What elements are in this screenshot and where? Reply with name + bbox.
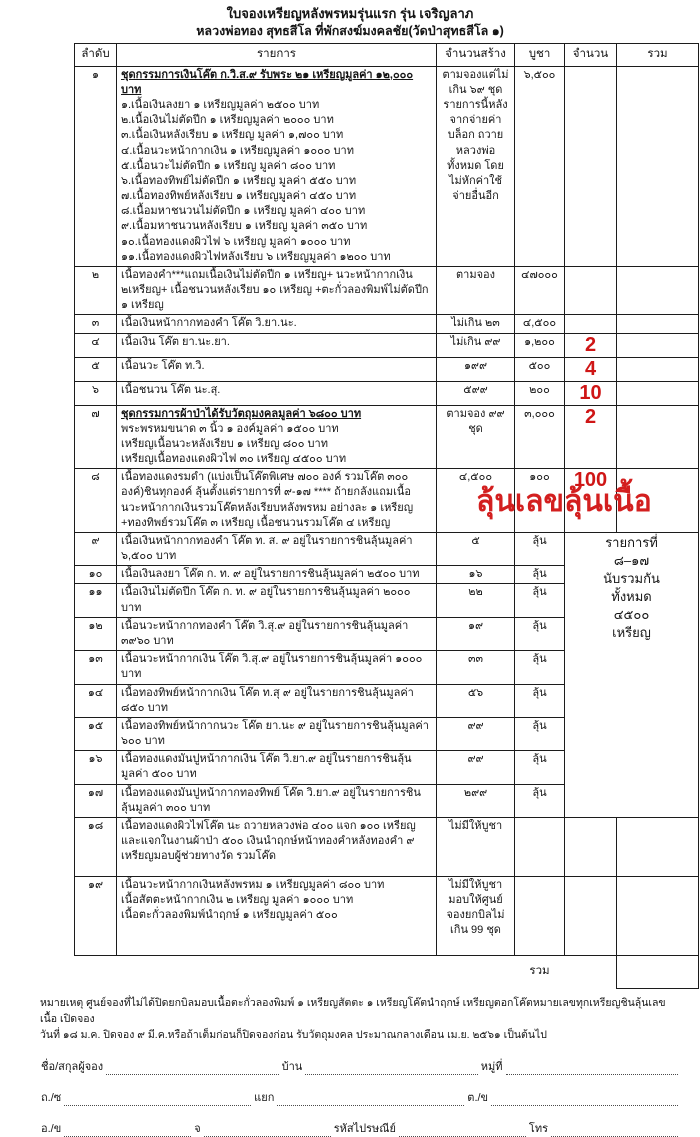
table-row — [75, 876, 699, 955]
item-line: เนื้อตะกั่วลองพิมพ์นำฤกษ์ ๑ เหรียญมูลค่า ๕๐๐ — [121, 909, 338, 922]
cell-row-number: ๙ — [75, 532, 117, 565]
cell-quantity-made: ตามจองแต่ไม่เกิน ๖๙ ชุด รายการนี้หลังจากจ่ายค่าบล็อก ถวายหลวงพ่อทั้งหมด โดยไม่หักค่าใช้จ่ายอื่นอีก — [437, 66, 515, 266]
item-line: เหรียญเนื้อทองแดงผิวไฟ ๓๐ เหรียญ ๔๕๐๐ บาท — [121, 453, 347, 466]
cell-quantity-made: ๕๙๙ — [437, 381, 515, 405]
form-fill-line — [506, 1062, 678, 1075]
cell-worship-price: ลุ้น — [515, 532, 565, 565]
cell-item-description — [117, 315, 437, 333]
form-fill-line — [64, 1124, 191, 1137]
cell-row-number: ๖ — [75, 381, 117, 405]
cell-worship-price: ลุ้น — [515, 566, 565, 584]
cell-row-number: ๑๗ — [75, 784, 117, 817]
cell-total — [617, 66, 699, 266]
handwritten-red-quantity: 4 — [584, 357, 597, 380]
form-label: บ้าน — [281, 1060, 303, 1073]
item-text: เนื้อทองทิพย์หน้ากากเงิน โค๊ต ท.สุ ๙ อยู่ในรายการชินลุ้นมูลค่า ๘๕๐ บาท — [121, 686, 414, 714]
item-text: เนื้อทองทิพย์หน้ากากนวะ โค๊ต ยา.นะ ๙ อยู่ในรายการชินลุ้นมูลค่า ๖๐๐ บาท — [121, 719, 429, 748]
cell-quantity-made: ๓๓ — [437, 651, 515, 684]
handwritten-red-quantity: 100 — [573, 469, 608, 492]
cell-total — [617, 266, 699, 315]
form-fill-line — [106, 1062, 278, 1075]
table-row — [75, 817, 699, 876]
red-stamp-annotation: ลุ้นเลขลุ้นเนื้อ — [476, 485, 652, 518]
merged-note-line: ๘–๑๗ — [613, 552, 650, 568]
col-header-item: รายการ — [117, 43, 437, 66]
item-text: เนื้อเงินหน้ากากทองคำ โค๊ต วิ.ยา.นะ. — [121, 317, 297, 330]
form-fill-line — [551, 1124, 678, 1137]
cell-total — [617, 333, 699, 357]
item-line: ๙.เนื้อมหาชนวนหลังเรียบ ๑ เหรียญ มูลค่า ๓๕๐ บาท — [121, 220, 368, 233]
cell-quantity-made: ๙๙ — [437, 751, 515, 784]
cell-item-description — [117, 651, 437, 684]
cell-row-number: ๑๔ — [75, 684, 117, 717]
form-label: รหัสไปรษณีย์ — [333, 1122, 396, 1135]
col-header-qty: จำนวน — [565, 43, 617, 66]
note-line: วันที่ ๑๘ ม.ค. ปิดจอง ๙ มี.ค.หรือถ้าเต็มก่อนก็ปิดจองก่อน รับวัตถุมงคล ประมาณกลางเดือน เม.ย. ๒๕๖๑ เป็นต้นไป — [40, 1029, 547, 1042]
cell-worship-price: ๒๐๐ — [515, 381, 565, 405]
item-line: ๔.เนื้อนวะหน้ากากเงิน ๑ เหรียญมูลค่า ๑๐๐๐ บาท — [121, 144, 354, 157]
cell-worship-price: ๑๐๐ — [515, 469, 565, 533]
cell-worship-price: ลุ้น — [515, 651, 565, 684]
cell-quantity-made: ๑๙ — [437, 617, 515, 650]
summary-row — [75, 955, 699, 988]
cell-order-quantity — [565, 876, 617, 955]
note-line: หมายเหตุ ศูนย์จองที่ไม่ได้ปิดยกบิลมอบเนื้อตะกั่วลองพิมพ์ ๑ เหรียญสัตตะ ๑ เหรียญโค๊ตนำฤกษ์ เหรียญตอกโค๊ตหมายเลขทุกเหรียญชินลุ้นเลขเนื้อ เปิดจอง — [40, 996, 666, 1026]
cell-row-number: ๑ — [75, 66, 117, 266]
item-text: เนื้อเงิน โค๊ต ยา.นะ.ยา. — [121, 335, 230, 348]
handwritten-red-quantity: 10 — [579, 381, 602, 404]
form-fill-line — [305, 1062, 477, 1075]
cell-quantity-made: ไม่เกิน ๙๙ — [437, 333, 515, 357]
cell-quantity-made: ไม่มีให้บูชา — [437, 817, 515, 876]
cell-item-description — [117, 333, 437, 357]
cell-quantity-made: ไม่มีให้บูชา มอบให้ศูนย์จองยกบิลไม่เกิน 99 ชุด — [437, 876, 515, 955]
item-text: เนื้อทองแดงมันปูหน้ากากเงิน โค๊ต วิ.ยา.๙ อยู่ในรายการชินลุ้นมูลค่า ๕๐๐ บาท — [121, 753, 412, 781]
cell-row-number: ๒ — [75, 266, 117, 315]
cell-worship-price: ๕๐๐ — [515, 357, 565, 381]
page-title: ใบจองเหรียญหลังพรหมรุ่นแรก รุ่น เจริญลาภ — [226, 6, 474, 21]
cell-order-quantity — [565, 266, 617, 315]
cell-quantity-made: ๑๙๙ — [437, 357, 515, 381]
form-row — [40, 1057, 680, 1075]
cell-quantity-made: ๒๙๙ — [437, 784, 515, 817]
item-line: ๓.เนื้อเงินหลังเรียบ ๑ เหรียญ มูลค่า ๑,๗๐๐ บาท — [121, 129, 344, 142]
cell-item-description — [117, 532, 437, 565]
cell-item-description — [117, 66, 437, 266]
form-label: แยก — [254, 1091, 275, 1104]
item-line: พระพรหมขนาด ๓ นิ้ว ๑ องค์มูลค่า ๑๕๐๐ บาท — [121, 422, 339, 435]
table-header-row — [75, 43, 699, 66]
grand-total-box — [617, 955, 699, 988]
cell-worship-price — [515, 876, 565, 955]
form-label: จ — [194, 1122, 201, 1135]
cell-worship-price: ลุ้น — [515, 717, 565, 750]
cell-item-description — [117, 584, 437, 617]
form-fill-line — [64, 1093, 251, 1106]
cell-worship-price: ๔,๕๐๐ — [515, 315, 565, 333]
item-text: เนื้อชนวน โค๊ต นะ.สุ. — [121, 383, 221, 396]
table-row — [75, 532, 699, 565]
form-label: หมู่ที่ — [480, 1060, 503, 1073]
cell-worship-price: ลุ้น — [515, 784, 565, 817]
cell-order-quantity — [565, 405, 617, 469]
cell-row-number: ๑๘ — [75, 817, 117, 876]
cell-total — [617, 381, 699, 405]
item-line: ๕.เนื้อนวะไม่ตัดปีก ๑ เหรียญ มูลค่า ๘๐๐ บาท — [121, 159, 336, 172]
item-text: เนื้อนวะ โค๊ต ท.วิ. — [121, 359, 205, 372]
form-label: ชื่อ/สกุลผู้จอง — [41, 1060, 104, 1073]
form-fill-line — [277, 1093, 464, 1106]
cell-order-quantity — [565, 315, 617, 333]
cell-quantity-made: ๙๙ — [437, 717, 515, 750]
item-text: เนื้อทองแดงมันปูหน้ากากทองทิพย์ โค๊ต วิ.ยา.๙ อยู่ในรายการชินลุ้นมูลค่า ๓๐๐ บาท — [121, 786, 421, 814]
merged-note-line: นับรวมกัน — [603, 570, 660, 586]
cell-quantity-made: ๔,๕๐๐ — [437, 469, 515, 533]
form-label: ต./ข — [467, 1091, 489, 1104]
cell-total — [617, 405, 699, 469]
cell-worship-price — [515, 817, 565, 876]
cell-quantity-made: ตามจอง ๙๙ ชุด — [437, 405, 515, 469]
table-row — [75, 381, 699, 405]
cell-row-number: ๓ — [75, 315, 117, 333]
cell-row-number: ๑๕ — [75, 717, 117, 750]
merged-note-items-8-17 — [565, 532, 699, 817]
cell-total — [617, 357, 699, 381]
col-header-total: รวม — [617, 43, 699, 66]
summary-spacer — [75, 955, 515, 988]
cell-order-quantity — [565, 817, 617, 876]
cell-row-number: ๑๑ — [75, 584, 117, 617]
item-line: ๑.เนื้อเงินลงยา ๑ เหรียญมูลค่า ๒๕๐๐ บาท — [121, 99, 320, 111]
item-set-title: ชุดกรรมการผ้าป่าได้รับวัตถุมงคลมูลค่า ๖๘๐๐ บาท — [121, 407, 362, 420]
cell-row-number: ๑๐ — [75, 566, 117, 584]
form-label: อ./ข — [41, 1122, 62, 1135]
form-fill-line — [491, 1093, 678, 1106]
cell-row-number: ๑๖ — [75, 751, 117, 784]
cell-row-number: ๑๙ — [75, 876, 117, 955]
item-line: เนื้อนวะหน้ากากเงินหลังพรหม ๑ เหรียญมูลค่า ๘๐๐ บาท — [121, 878, 385, 891]
cell-quantity-made: ไม่เกิน ๒๓ — [437, 315, 515, 333]
item-text: เนื้อทองคำ***แถมเนื้อเงินไม่ตัดปีก ๑ เหรียญ+ นวะหน้ากากเงิน ๒เหรียญ+ เนื้อชนวนหลังเรียบ ๑๐ เหรียญ +ตะกั่วลองพิมพ์ไม่ตัดปีก ๑ เหรียญ — [121, 268, 429, 312]
item-text: เนื้อเงินหน้ากากทองคำ โค๊ต ท. ส. ๙ อยู่ในรายการชินลุ้นมูลค่า ๖,๕๐๐ บาท — [121, 534, 413, 563]
cell-item-description — [117, 357, 437, 381]
cell-quantity-made: ๑๖ — [437, 566, 515, 584]
cell-order-quantity — [565, 333, 617, 357]
cell-worship-price: ๑,๒๐๐ — [515, 333, 565, 357]
form-label: ถ./ซ — [41, 1091, 62, 1104]
table-row — [75, 315, 699, 333]
handwritten-red-quantity: 2 — [584, 405, 597, 428]
cell-item-description — [117, 751, 437, 784]
col-header-index: ลำดับ — [75, 43, 117, 66]
item-text: เนื้อทองแดงรมดำ (แบ่งเป็นโค๊ตพิเศษ ๗๐๐ องค์ รวมโค๊ต ๓๐๐ องค์)ชินทุกองค์ ลุ้นตั้งแต่รายการที่ ๙-๑๗ **** ถ้ายกลังแถมเนื้อ นวะหน้ากากเงินรวมโค๊ตหลังเรียบหลังพรหม อย่างละ ๑ เหรียญ +ทองทิพย์รวมโค๊ต ๓ เหรียญ เนื้อชนวนรวมโค๊ต ๔ เหรียญ — [121, 471, 414, 529]
cell-quantity-made: ตามจอง — [437, 266, 515, 315]
cell-item-description — [117, 876, 437, 955]
cell-item-description — [117, 717, 437, 750]
col-header-made: จำนวนสร้าง — [437, 43, 515, 66]
cell-worship-price: ลุ้น — [515, 617, 565, 650]
cell-row-number: ๕ — [75, 357, 117, 381]
handwritten-red-quantity: 2 — [584, 333, 597, 356]
item-line: ๘.เนื้อมหาชนวนไม่ตัดปีก ๑ เหรียญ มูลค่า ๔๐๐ บาท — [121, 205, 366, 218]
cell-row-number: ๘ — [75, 469, 117, 533]
cell-quantity-made: ๕ — [437, 532, 515, 565]
cell-order-quantity — [565, 66, 617, 266]
cell-row-number: ๑๒ — [75, 617, 117, 650]
merged-note-line: ทั้งหมด — [611, 588, 652, 604]
merged-note-line: รายการที่ — [605, 534, 658, 550]
cell-worship-price: ๓,๐๐๐ — [515, 405, 565, 469]
item-set-title: ชุดกรรมการเงินโค๊ต ก.วิ.ส.๙ รับพระ ๒๑ เหรียญมูลค่า ๑๒,๐๐๐ บาท — [121, 68, 414, 96]
cell-order-quantity — [565, 357, 617, 381]
notes-block — [40, 995, 670, 1044]
cell-total — [617, 817, 699, 876]
cell-row-number: ๗ — [75, 405, 117, 469]
col-header-price: บูชา — [515, 43, 565, 66]
cell-row-number: ๑๓ — [75, 651, 117, 684]
table-row — [75, 333, 699, 357]
item-line: ๑๑.เนื้อทองแดงผิวไฟหลังเรียบ ๖ เหรียญมูลค่า ๑๒๐๐ บาท — [121, 250, 391, 263]
form-label: โทร — [528, 1122, 548, 1135]
item-line: เนื้อสัตตะหน้ากากเงิน ๒ เหรียญ มูลค่า ๑๐๐๐ บาท — [121, 894, 354, 907]
item-text: เนื้อเงินลงยา โค๊ต ก. ท. ๙ อยู่ในรายการชินลุ้นมูลค่า ๒๕๐๐ บาท — [121, 568, 420, 581]
table-row — [75, 266, 699, 315]
form-row — [40, 1088, 680, 1106]
summary-spacer — [565, 955, 617, 988]
form-row — [40, 1119, 680, 1137]
cell-total — [617, 876, 699, 955]
table-row — [75, 66, 699, 266]
item-line: ๑๐.เนื้อทองแดงผิวไฟ ๖ เหรียญ มูลค่า ๑๐๐๐ บาท — [121, 235, 351, 248]
item-text: เนื้อเงินไม่ตัดปีก โค๊ต ก. ท. ๙ อยู่ในรายการชินลุ้นมูลค่า ๒๐๐๐ บาท — [121, 586, 411, 614]
cell-worship-price: ๖,๕๐๐ — [515, 66, 565, 266]
item-line: เหรียญเนื้อนวะหลังเรียบ ๑ เหรียญ ๘๐๐ บาท — [121, 437, 328, 450]
cell-row-number: ๔ — [75, 333, 117, 357]
cell-item-description — [117, 405, 437, 469]
cell-quantity-made: ๒๒ — [437, 584, 515, 617]
cell-order-quantity — [565, 381, 617, 405]
cell-worship-price: ลุ้น — [515, 584, 565, 617]
cell-item-description — [117, 266, 437, 315]
cell-item-description — [117, 684, 437, 717]
item-text: เนื้อนวะหน้ากากเงิน โค๊ต วิ.สุ.๙ อยู่ในรายการชินลุ้นมูลค่า ๑๐๐๐ บาท — [121, 653, 423, 681]
item-text: เนื้อทองแดงผิวไฟโค๊ต นะ ถวายหลวงพ่อ ๔๐๐ แจก ๑๐๐ เหรียญและแจกในงานผ้าป่า ๕๐๐ เงินนำฤกษ์หน้าทองคำหลังทองคำ ๙ เหรียญมอบผู้ช่วยทางวัด รวมโค๊ด — [121, 819, 416, 863]
item-line: ๒.เนื้อเงินไม่ตัดปีก ๑ เหรียญมูลค่า ๒๐๐๐ บาท — [121, 114, 334, 127]
order-table-body — [75, 66, 699, 988]
item-text: เนื้อนวะหน้ากากทองคำ โค๊ต วิ.สุ.๙ อยู่ในรายการชินลุ้นมูลค่า ๓๙๖๐ บาท — [121, 619, 409, 647]
item-line: ๗.เนื้อทองทิพย์หลังเรียบ ๑ เหรียญมูลค่า ๔๕๐ บาท — [121, 190, 357, 203]
merged-note-line: ๔๕๐๐ — [613, 606, 650, 622]
cell-item-description — [117, 617, 437, 650]
form-fill-line — [399, 1124, 526, 1137]
merged-note-line: เหรียญ — [612, 624, 651, 640]
cell-item-description — [117, 566, 437, 584]
cell-item-description — [117, 817, 437, 876]
cell-item-description — [117, 469, 437, 533]
table-row — [75, 405, 699, 469]
form-fill-line — [204, 1124, 331, 1137]
booking-form-fields — [40, 1057, 680, 1137]
cell-item-description — [117, 381, 437, 405]
cell-worship-price: ลุ้น — [515, 751, 565, 784]
cell-item-description — [117, 784, 437, 817]
summary-label: รวม — [529, 965, 550, 978]
cell-total — [617, 315, 699, 333]
table-row — [75, 357, 699, 381]
page-subtitle: หลวงพ่อทอง สุทธสีโล ที่พักสงฆ์มงคลชัย(วัดป่าสุทธสีโล ๑) — [196, 23, 504, 38]
cell-worship-price: ๔๗๐๐๐ — [515, 266, 565, 315]
item-line: ๖.เนื้อทองทิพย์ไม่ตัดปีก ๑ เหรียญ มูลค่า ๕๕๐ บาท — [121, 174, 357, 187]
cell-worship-price: ลุ้น — [515, 684, 565, 717]
cell-quantity-made: ๕๖ — [437, 684, 515, 717]
